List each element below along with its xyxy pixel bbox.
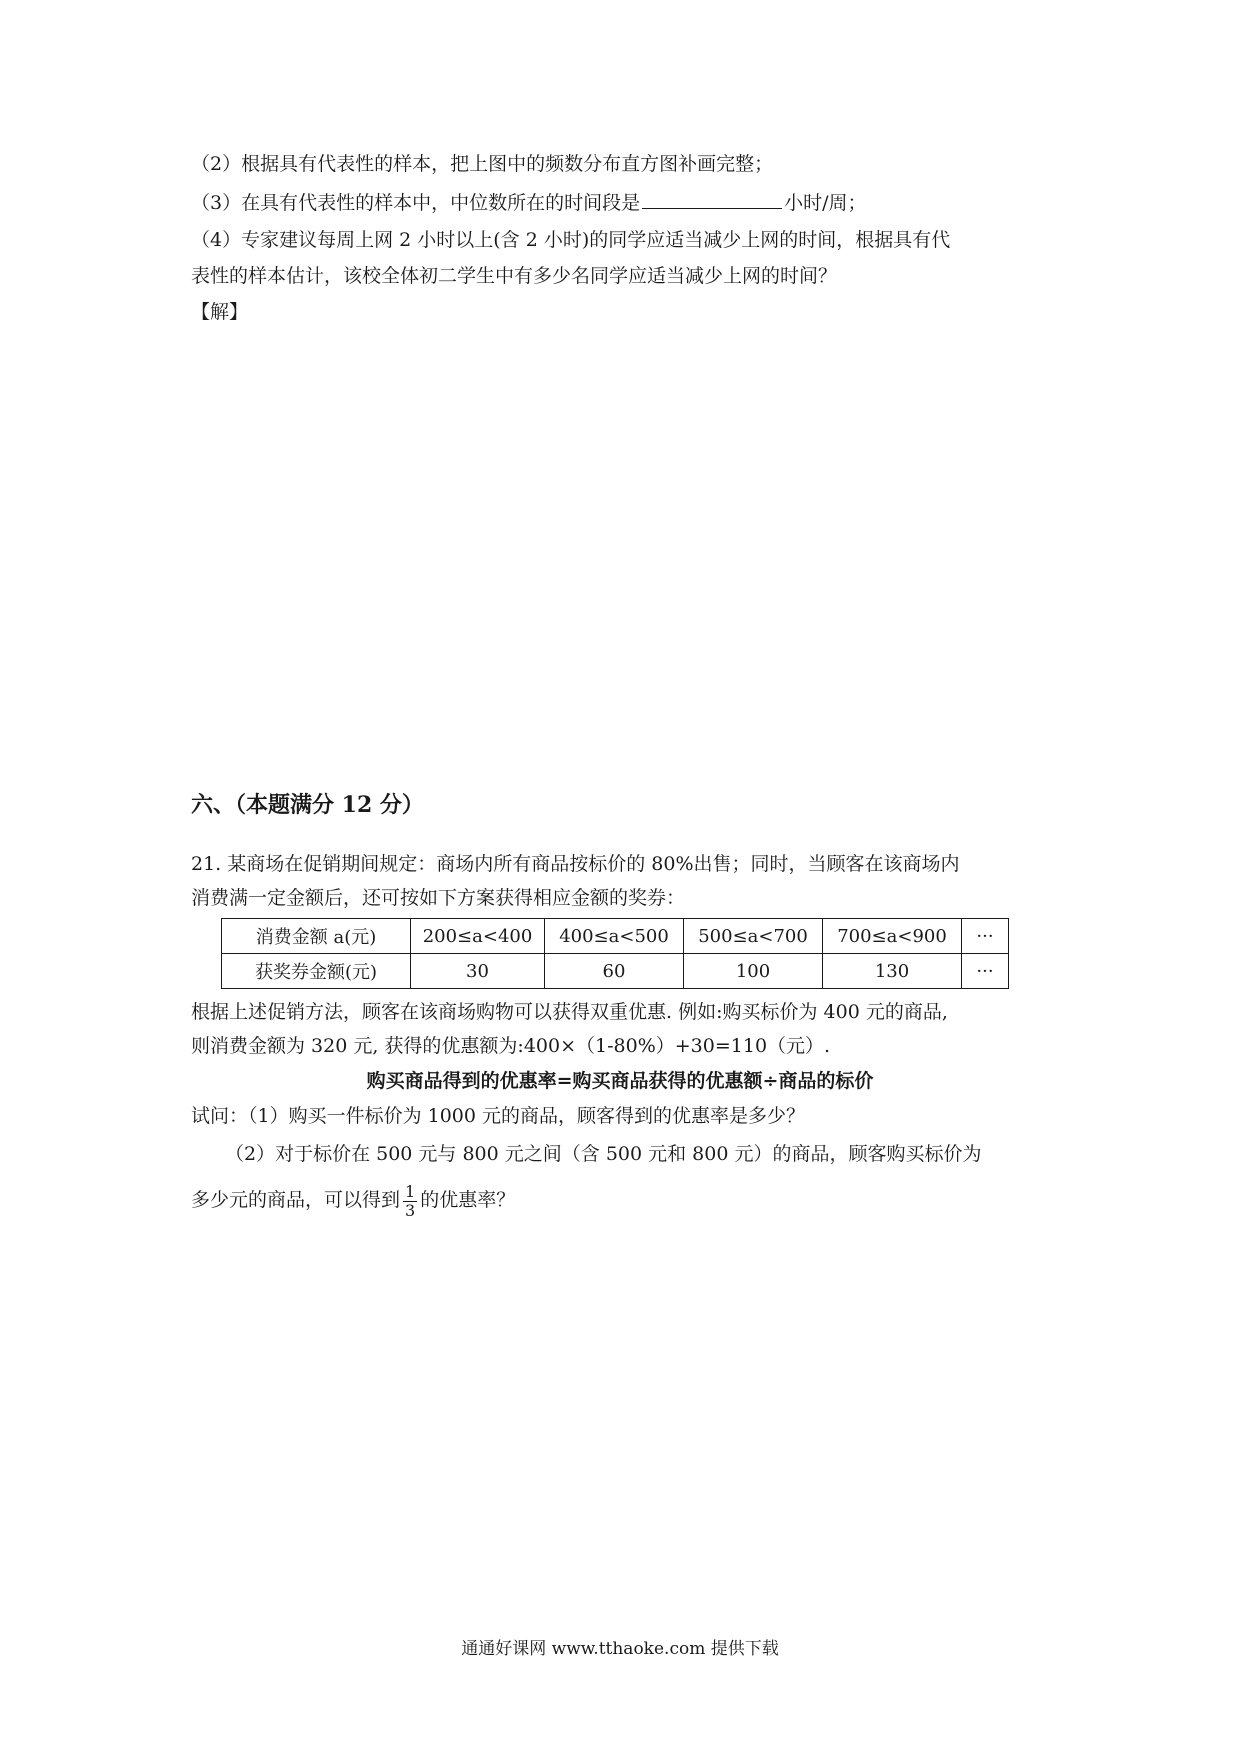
- q21-intro-line-1: 21. 某商场在促销期间规定：商场内所有商品按标价的 80%出售；同时，当顾客在该商场内: [191, 853, 960, 875]
- page-footer: 通通好课网 www.tthaoke.com 提供下载: [461, 1639, 779, 1659]
- section-heading: 六、（本题满分 12 分）: [191, 792, 424, 818]
- row-header-reward: 获奖券金额(元): [222, 954, 411, 989]
- range-cell: 700≤a<900: [823, 919, 962, 954]
- answer-blank[interactable]: [642, 188, 782, 209]
- question-part-4-line-1: （4）专家建议每周上网 2 小时以上(含 2 小时)的同学应适当减少上网的时间，根据具有代: [191, 229, 951, 251]
- reward-cell: 100: [684, 954, 823, 989]
- discount-rate-formula: 购买商品得到的优惠率=购买商品获得的优惠额÷商品的标价: [366, 1070, 874, 1092]
- fraction-numerator: 1: [405, 1181, 416, 1201]
- question-part-3-unit: 小时/周；: [784, 192, 867, 214]
- reward-table: [221, 918, 1009, 989]
- q21-intro-line-2: 消费满一定金额后，还可按如下方案获得相应金额的奖券：: [191, 887, 686, 909]
- table-row: [222, 954, 1009, 989]
- range-cell: 500≤a<700: [684, 919, 823, 954]
- answer-label: 【解】: [191, 301, 249, 323]
- table-row: [222, 919, 1009, 954]
- question-part-2: （2）根据具有代表性的样本，把上图中的频数分布直方图补画完整；: [191, 153, 774, 175]
- ellipsis-cell: ···: [962, 919, 1009, 954]
- question-part-4-line-2: 表性的样本估计，该校全体初二学生中有多少名同学应适当减少上网的时间？: [191, 265, 838, 287]
- q21-ask-line-2: （2）对于标价在 500 元与 800 元之间（含 500 元和 800 元）的商品，顾客购买标价为: [225, 1143, 982, 1165]
- reward-cell: 60: [545, 954, 684, 989]
- question-part-3-text: （3）在具有代表性的样本中，中位数所在的时间段是: [191, 192, 641, 214]
- range-cell: 200≤a<400: [411, 919, 545, 954]
- row-header-spending: 消费金额 a(元): [222, 919, 411, 954]
- q21-explain-line-1: 根据上述促销方法，顾客在该商场购物可以获得双重优惠. 例如:购买标价为 400 元的商品,: [191, 1001, 948, 1023]
- q21-explain-line-2: 则消费金额为 320 元, 获得的优惠额为:400×（1-80%）+30=110（元）.: [191, 1035, 831, 1057]
- range-cell: 400≤a<500: [545, 919, 684, 954]
- q21-ask-line-3-text: 多少元的商品，可以得到: [191, 1189, 401, 1211]
- question-part-3: [191, 188, 867, 217]
- q21-ask-line-1: 试问：（1）购买一件标价为 1000 元的商品，顾客得到的优惠率是多少？: [191, 1105, 806, 1127]
- reward-cell: 130: [823, 954, 962, 989]
- q21-ask-line-3: [191, 1180, 515, 1220]
- ellipsis-cell: ···: [962, 954, 1009, 989]
- reward-cell: 30: [411, 954, 545, 989]
- fraction-denominator: 3: [405, 1200, 416, 1220]
- fraction-one-third: [403, 1183, 417, 1220]
- q21-ask-line-3-end: 的优惠率？: [420, 1189, 516, 1211]
